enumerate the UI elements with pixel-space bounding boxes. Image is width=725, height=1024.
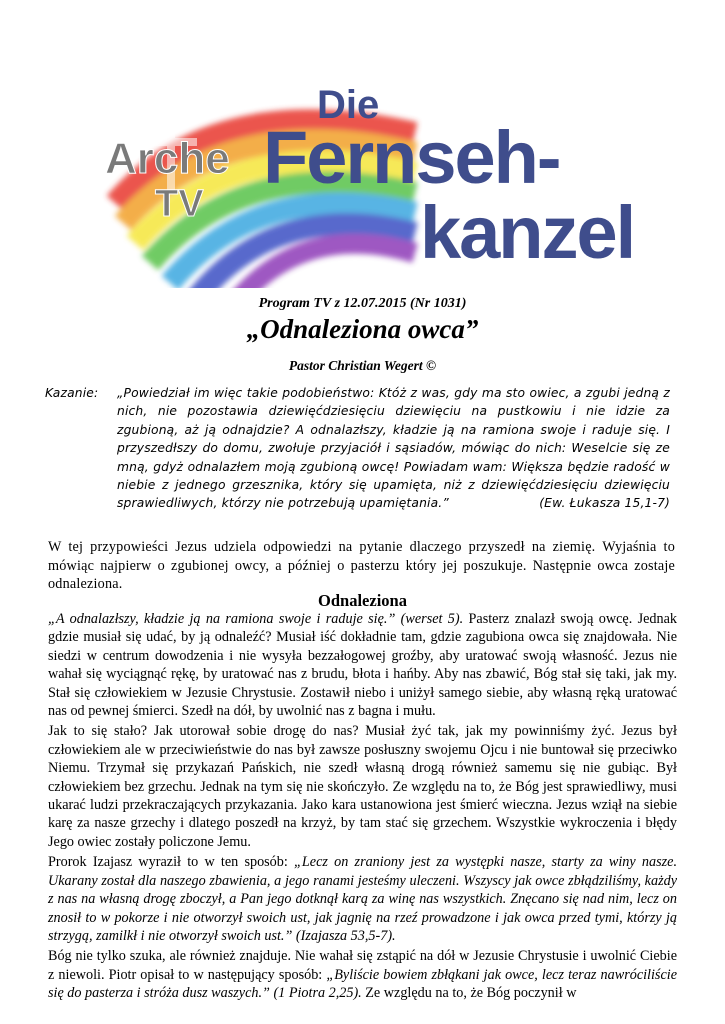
paragraph-tail: Ze względu na to, że Bóg poczynił w <box>361 985 577 1002</box>
logo-die: Die <box>317 83 380 127</box>
section-heading: Odnaleziona <box>318 591 407 610</box>
paragraph-2: Jak to się stało? Jak utorował sobie drogę do nas? Musiał żyć tak, jak my powinniśmy żyć. Jezus był człowiekiem ale w przeciwieństwie do nas był zawsze posłuszny swojemu Ojcu i nie buntował się przeciwko Niemu. Trzymał się przykazań Pańskich, nie szedł własną drogą również samemu się nie gubiąc. Był człowiekiem bez grzechu. Jednak na tym się nie skończyło. Ze względu na to, że Bóg jest sprawiedliwy, musi ukarać ludzi przekraczających przykazania. Jako kara ustanowiona jest śmierć wieczna. Jezus wziął na siebie karę za nasze grzechy i dlatego poszedł na krzyż, by tam stać się grzechem. Wszystkie wykroczenia i błędy Jego owiec zostały policzone Jemu. <box>48 723 677 850</box>
intro-paragraph: W tej przypowieści Jezus udziela odpowiedzi na pytanie dlaczego przyszedł na ziemię. Wyjaśnia to mówiąc najpierw o zgubionej owcy, a później o pasterzu który jej poszukuje. Następnie owca zostaje odnaleziona. <box>48 539 675 592</box>
logo-fernseh: Fernseh- <box>263 116 560 199</box>
logo-kanzel: kanzel <box>420 191 635 274</box>
paragraph-lead: Bóg nie tylko szuka, ale również znajduje. Nie wahał się zstąpić na dół w Jezusie Chrystusie i uwolnić Ciebie z niewoli. Piotr opisał to w następujący sposób: <box>48 948 677 983</box>
scripture-reference: (Ew. Łukasza 15,1-7) <box>539 496 670 511</box>
scripture-label: Kazanie: <box>45 386 99 400</box>
arche-tv-logo <box>95 78 665 288</box>
quote: „Lecz on zraniony jest za występki nasze, starty za winy nasze. Ukarany został dla naszego zbawienia, a jego ranami jesteśmy uleczeni. Wszyscy jak owce zbłądziliśmy, każdy z nas na własną drogę zboczył, a Pan jego dotknął karą za winę nas wszystkich. Znęcano się nad nim, lecz on znosił to w pokorze i nie otworzył swoich ust, jak jagnię na rzeź prowadzone i jak owca przed tymi, którzy ją strzygą, zamilkł i nie otworzył swoich ust.” (Izajasza 53,5-7). <box>48 854 677 944</box>
paragraph-text: Pasterz znalazł swoją owcę. Jednak gdzie musiał się udać, by ją odnaleźć? Musiał iść dokładnie tam, gdzie zagubiona owca się znajdowała. Nie siedzi w centrum dowodzenia i nie wysyła bezzałogowej groźby, aby uratować swoją własność. Jezus nie wahał się wyciągnąć rękę, by uratować nas z brudu, błota i hańby. Aby nas zbawić, Bóg stał się taki, jak my. Stał się człowiekiem w Jezusie Chrystusie. Zostawił niebo i uniżył samego siebie, aby własną ręką uratować nas od pewnej śmierci. Szedł na dół, by uwolnić nas z bagna i mułu. <box>48 611 677 720</box>
paragraph-4 <box>48 947 677 1002</box>
scripture-block <box>45 384 670 513</box>
main-text <box>48 610 677 1005</box>
logo-arche: Arche <box>105 134 230 183</box>
scripture-text-block <box>117 384 670 513</box>
sermon-title: „Odnaleziona owca” <box>246 314 479 344</box>
quote: „Byliście bowiem zbłąkani jak owce, lecz teraz nawróciliście się do pasterza i stróża dusz waszych.” (1 Piotra 2,25). <box>48 966 677 1002</box>
logo-tv: TV <box>155 183 204 225</box>
quote: „A odnalazłszy, kładzie ją na ramiona swoje i raduje się.” (werset 5). <box>48 611 464 627</box>
paragraph-lead: Prorok Izajasz wyraził to w ten sposób: <box>48 854 295 871</box>
author-line: Pastor Christian Wegert © <box>288 358 437 373</box>
paragraph-1 <box>48 610 677 720</box>
program-info: Program TV z 12.07.2015 (Nr 1031) <box>258 296 467 311</box>
scripture-text: „Powiedział im więc takie podobieństwo: Któż z was, gdy ma sto owiec, a zgubi jedną z nich, nie pozostawia dziewięćdziesięciu dziewięciu na pustkowiu i nie idzie za zgubioną, aż ją odnajdzie? A odnalazłszy, kładzie ją na ramiona swoje i raduje się. I przyszedłszy do domu, zwołuje przyjaciół i sąsiadów, mówiąc do nich: Weselcie się ze mną, gdyż odnalazłem moją zgubioną owcę! Powiadam wam: Większa będzie radość w niebie z jednego grzesznika, który się upamięta, niż z dziewięćdziesięciu dziewięciu sprawiedliwych, którzy nie potrzebują upamiętania.” <box>117 386 670 511</box>
paragraph-3 <box>48 853 677 945</box>
